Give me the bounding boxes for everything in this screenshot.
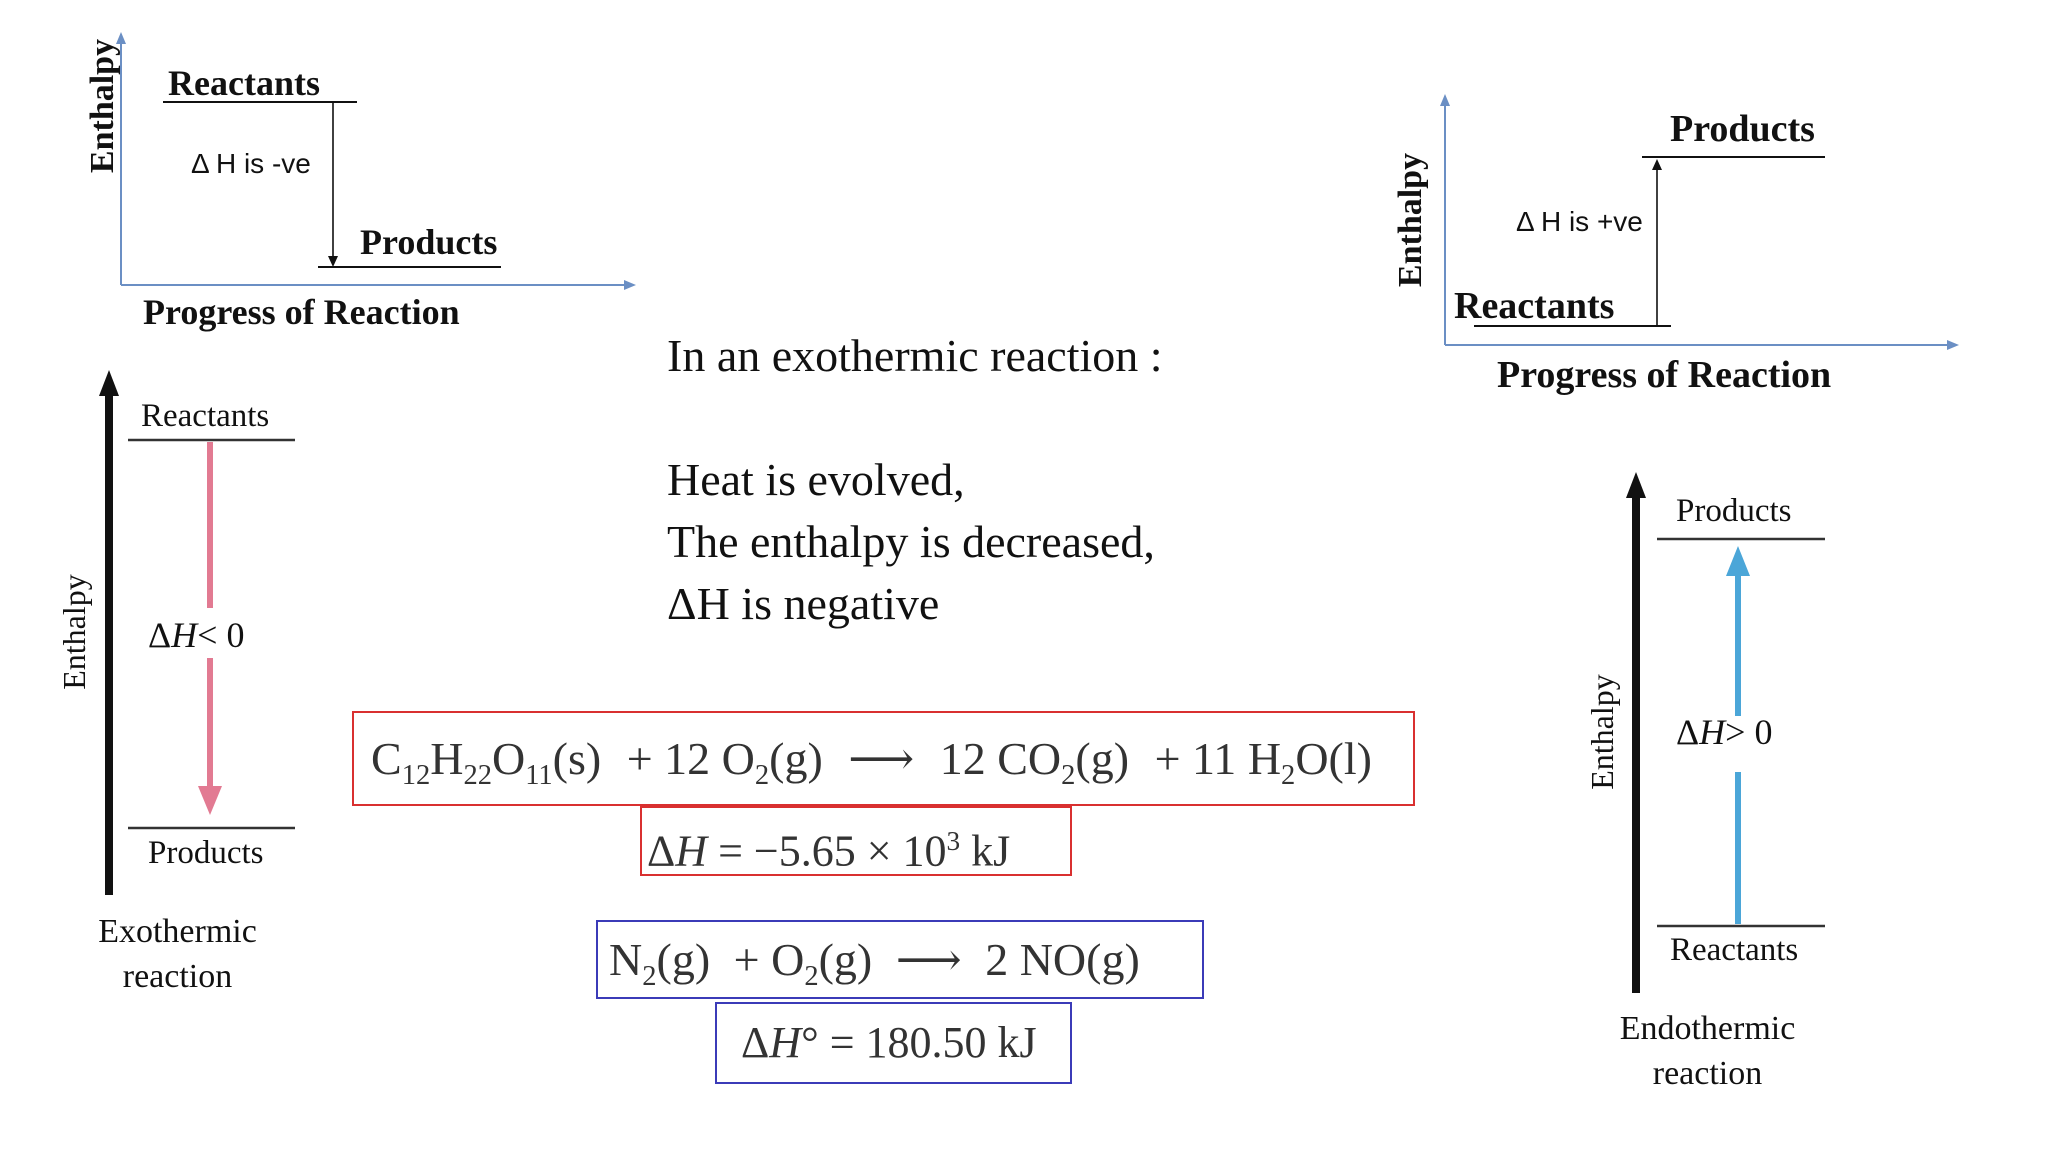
no-o2-formula: $O_2(g)$ bbox=[771, 934, 873, 993]
exo-simple-x-axis-label: Progress of Reaction bbox=[143, 292, 460, 332]
no-product-formula: 2 NO(g) bbox=[985, 934, 1140, 985]
exo-simple-products-label: Products bbox=[360, 222, 498, 262]
explanation-line-3: ΔH is negative bbox=[667, 578, 940, 629]
sucrose-h2o-coef: + 11 bbox=[1154, 733, 1237, 784]
endo-textbook-delta-arrowhead bbox=[1726, 546, 1750, 576]
no-delta-value: = 180.50 kJ bbox=[829, 1018, 1037, 1067]
exo-textbook-y-axis-label: Enthalpy bbox=[56, 574, 92, 690]
explanation-line-1: Heat is evolved, bbox=[667, 454, 965, 505]
endo-textbook-caption-line1: Endothermic bbox=[1619, 1010, 1796, 1047]
endo-textbook-delta-label: ΔH> 0 bbox=[1676, 712, 1773, 752]
exo-simple-reactants-label: Reactants bbox=[168, 63, 320, 103]
endo-textbook-delta-value: > 0 bbox=[1725, 712, 1773, 752]
exo-textbook-delta-label: ΔH< 0 bbox=[148, 615, 245, 655]
exo-textbook-caption-line2: reaction bbox=[122, 958, 233, 995]
sucrose-delta-unit: kJ bbox=[960, 826, 1011, 876]
sucrose-reaction-arrow: ⟶ bbox=[848, 733, 915, 784]
exo-textbook-delta-value: < 0 bbox=[197, 615, 245, 655]
no-equation-box bbox=[596, 920, 1204, 999]
endo-simple-x-arrowhead bbox=[1947, 340, 1959, 350]
exo-textbook-reactants-label: Reactants bbox=[141, 398, 270, 434]
endo-simple-products-label: Products bbox=[1670, 108, 1815, 150]
sucrose-formula: $C_{12}H_{22}O_{11}(s)$ bbox=[371, 733, 602, 792]
no-plus: + bbox=[733, 934, 760, 985]
sucrose-delta-box: $\Delta H = -5.65 \times 10^3$ kJ bbox=[640, 806, 1072, 876]
endo-textbook-y-axis-label: Enthalpy bbox=[1584, 674, 1620, 790]
exo-simple-y-axis-label: Enthalpy bbox=[84, 38, 121, 174]
sucrose-co2-coef: 12 bbox=[939, 733, 986, 784]
exo-textbook-delta-arrowhead bbox=[198, 786, 222, 815]
exo-textbook-caption bbox=[60, 909, 295, 999]
endo-simple-y-axis-label: Enthalpy bbox=[1392, 152, 1429, 288]
no-reaction-arrow: ⟶ bbox=[895, 934, 962, 985]
exo-simple-x-arrowhead bbox=[624, 280, 636, 290]
exo-simple-delta-label: Δ H is -ve bbox=[191, 148, 311, 179]
endo-simple-x-axis-label: Progress of Reaction bbox=[1497, 354, 1832, 396]
endo-simple-y-arrowhead bbox=[1440, 94, 1450, 106]
sucrose-equation-box bbox=[352, 711, 1415, 806]
endo-simple-delta-arrowhead bbox=[1652, 159, 1662, 170]
explanation-line-2: The enthalpy is decreased, bbox=[667, 516, 1155, 567]
sucrose-delta-value: = −5.65 × 10 bbox=[718, 826, 947, 876]
endo-textbook-enthalpy-arrowhead bbox=[1626, 472, 1646, 498]
exo-textbook-products-label: Products bbox=[148, 835, 264, 871]
endo-simple-reactants-label: Reactants bbox=[1454, 285, 1615, 327]
endo-simple-delta-label: Δ H is +ve bbox=[1516, 206, 1643, 237]
sucrose-o2-formula: $O_2(g)$ bbox=[721, 733, 823, 792]
explanation-spacer bbox=[667, 387, 1163, 449]
explanation-heading: In an exothermic reaction : bbox=[667, 330, 1163, 381]
exo-textbook-enthalpy-arrowhead bbox=[99, 370, 119, 396]
endo-textbook-caption bbox=[1590, 1006, 1825, 1096]
exo-textbook-caption-line1: Exothermic bbox=[98, 913, 257, 950]
sucrose-co2-formula: $CO_2(g)$ bbox=[997, 733, 1130, 792]
no-delta-box: ΔH° = 180.50 kJ bbox=[715, 1002, 1072, 1084]
sucrose-delta-exponent: 3 bbox=[946, 826, 961, 856]
endo-textbook-caption-line2: reaction bbox=[1652, 1055, 1763, 1092]
sucrose-h2o-formula: $H_2O(l)$ bbox=[1247, 733, 1372, 792]
endo-textbook-products-label: Products bbox=[1676, 493, 1792, 529]
sucrose-o2-coef: + 12 bbox=[626, 733, 711, 784]
no-n2-formula: $N_2(g)$ bbox=[609, 934, 711, 993]
explanation-text bbox=[667, 325, 1163, 635]
endo-textbook-reactants-label: Reactants bbox=[1670, 932, 1799, 968]
exo-simple-delta-arrowhead bbox=[328, 256, 338, 267]
